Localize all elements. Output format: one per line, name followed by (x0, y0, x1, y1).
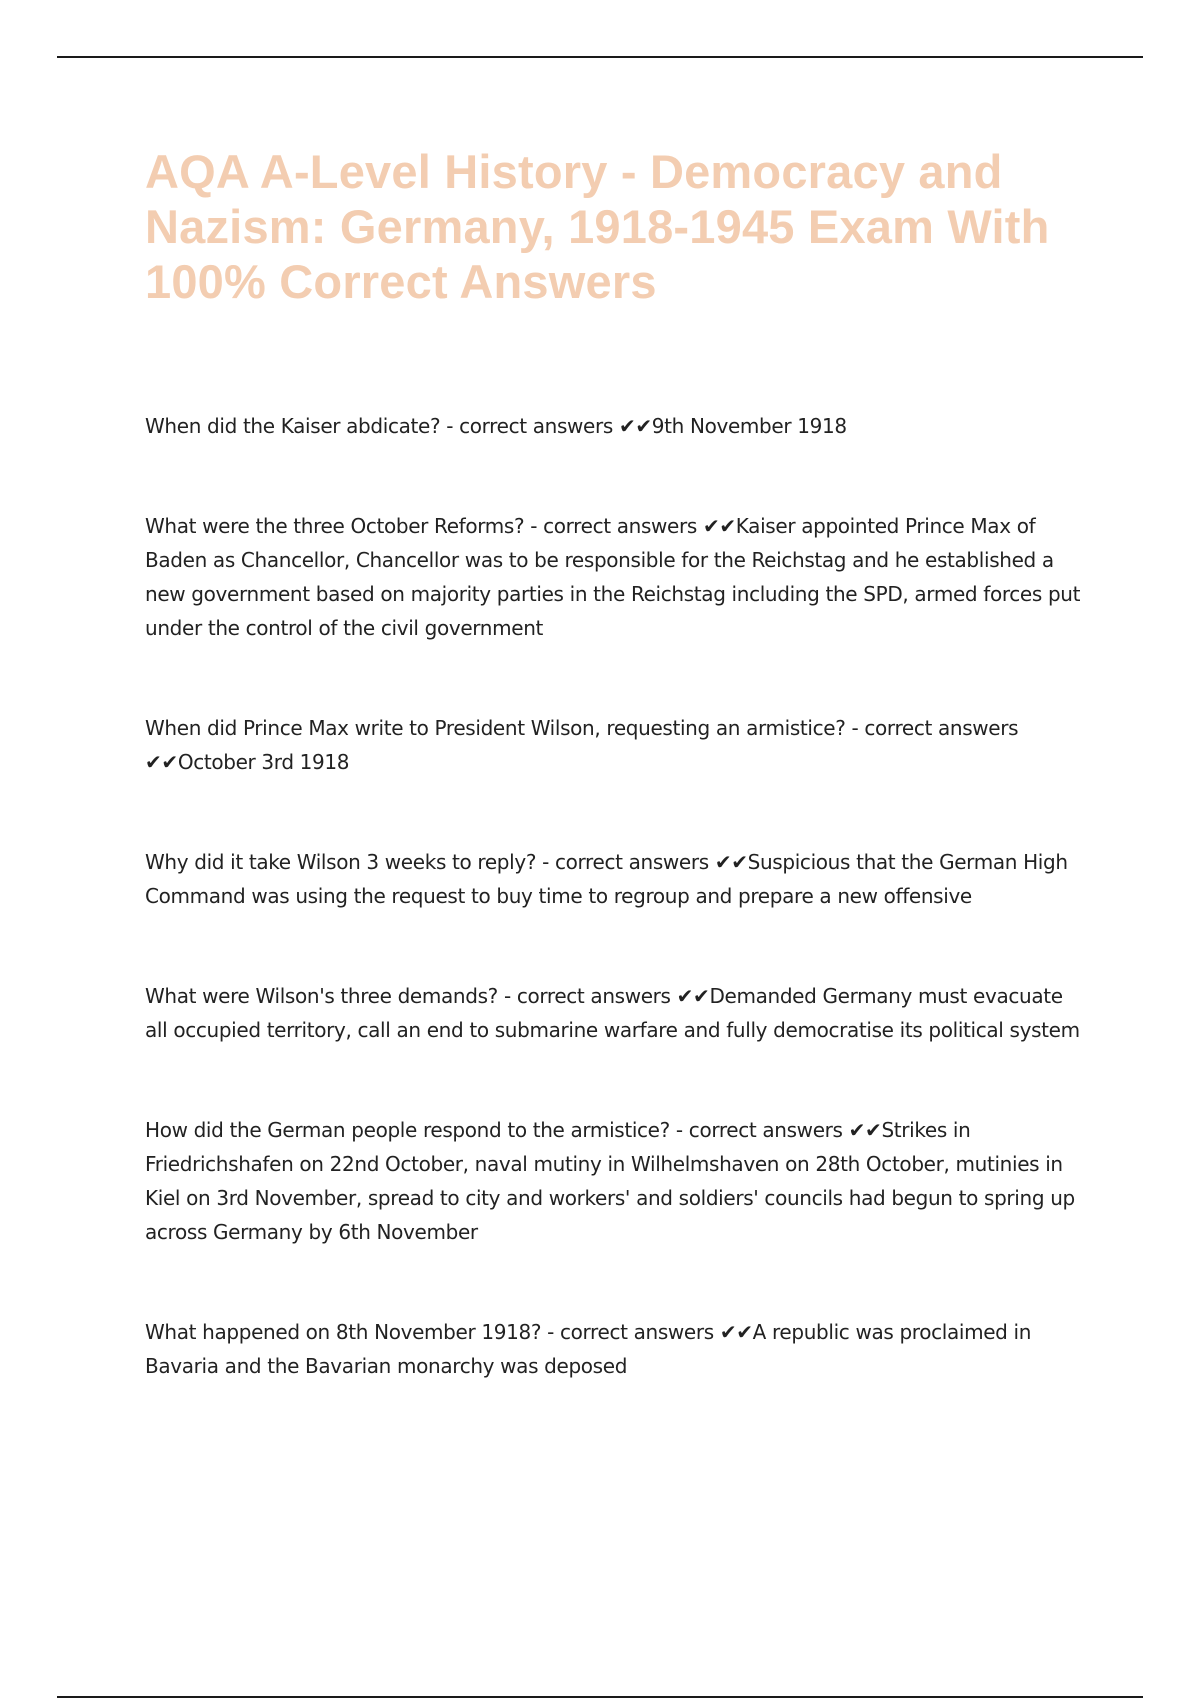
answer-label: correct answers (543, 514, 697, 538)
qa-item (145, 409, 1085, 443)
answer-text: Demanded Germany must evacuate all occupied territory, call an end to submarine warfare and fully democratise its political system (145, 984, 1080, 1042)
qa-item (145, 509, 1085, 645)
question-text: What happened on 8th November 1918? (145, 1320, 542, 1344)
qa-list (145, 409, 1085, 1383)
top-rule (57, 56, 1143, 58)
answer-text: A republic was proclaimed in Bavaria and the Bavarian monarchy was deposed (145, 1320, 1032, 1378)
separator: - (536, 850, 555, 874)
answer-text: Suspicious that the German High Command was using the request to buy time to regroup and prepare a new offensive (145, 850, 1068, 908)
separator: - (541, 1320, 560, 1344)
separator: - (497, 984, 517, 1008)
answer-label: correct answers (688, 1118, 843, 1142)
document-page (145, 144, 1085, 1449)
question-text: When did Prince Max write to President Wilson, requesting an armistice? (145, 716, 846, 740)
qa-item (145, 979, 1085, 1047)
qa-item (145, 1315, 1085, 1383)
answer-label: correct answers (555, 850, 709, 874)
question-text: Why did it take Wilson 3 weeks to reply? (145, 850, 537, 874)
double-check-icon: ✔✔ (714, 850, 748, 874)
question-text: When did the Kaiser abdicate? (145, 414, 441, 438)
separator: - (524, 514, 544, 538)
double-check-icon: ✔✔ (145, 750, 178, 774)
separator: - (669, 1118, 689, 1142)
answer-text: Strikes in Friedrichshafen on 22nd October, naval mutiny in Wilhelmshaven on 28th October, mutinies in Kiel on 3rd November, spread to city and workers' and soldiers' councils had begun to spring up across Germany by 6th November (145, 1118, 1075, 1244)
separator: - (845, 716, 865, 740)
answer-label: correct answers (459, 414, 613, 438)
answer-label: correct answers (864, 716, 1019, 740)
answer-label: correct answers (516, 984, 671, 1008)
double-check-icon: ✔✔ (618, 414, 652, 438)
qa-item (145, 1113, 1085, 1249)
question-text: What were Wilson's three demands? (145, 984, 498, 1008)
question-text: How did the German people respond to the armistice? (145, 1118, 670, 1142)
double-check-icon: ✔✔ (676, 984, 710, 1008)
answer-label: correct answers (560, 1320, 714, 1344)
bottom-rule (57, 1696, 1143, 1698)
question-text: What were the three October Reforms? (145, 514, 525, 538)
qa-item (145, 711, 1085, 779)
double-check-icon: ✔✔ (702, 514, 736, 538)
double-check-icon: ✔✔ (848, 1118, 882, 1142)
separator: - (440, 414, 460, 438)
qa-item (145, 845, 1085, 913)
double-check-icon: ✔✔ (719, 1320, 753, 1344)
answer-text: Kaiser appointed Prince Max of Baden as Chancellor, Chancellor was to be responsible for the Reichstag and he established a new government based on majority parties in the Reichstag including the SPD, armed forces put under the control of the civil government (145, 514, 1081, 640)
answer-text: October 3rd 1918 (177, 750, 350, 774)
answer-text: 9th November 1918 (651, 414, 847, 438)
document-title: AQA A-Level History - Democracy and Nazism: Germany, 1918-1945 Exam With 100% Correct Answers (145, 145, 1050, 308)
